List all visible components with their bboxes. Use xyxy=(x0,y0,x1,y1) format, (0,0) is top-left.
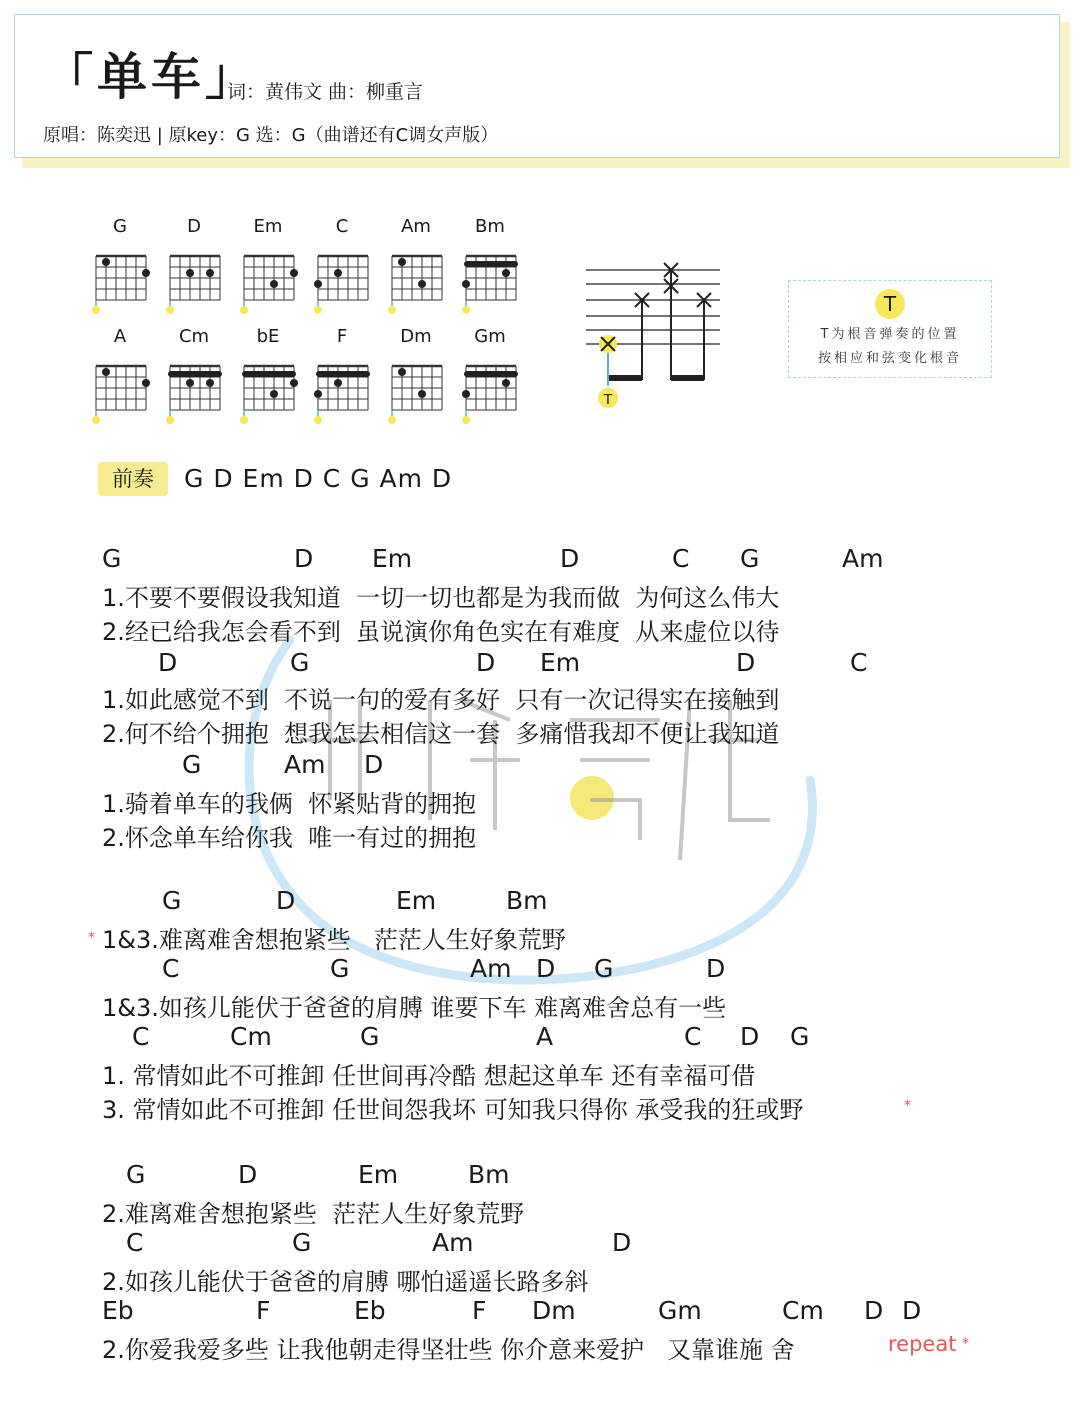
lyric-line: 2.难离难舍想抱紧些 茫茫人生好象荒野 xyxy=(102,1200,525,1228)
chord-name: A xyxy=(113,326,127,347)
chord-label: Em xyxy=(396,886,437,915)
chord-diagram-9 xyxy=(310,326,374,436)
chord-diagram-7 xyxy=(162,326,226,436)
chord-diagram-2 xyxy=(236,216,300,326)
lyric-line: 2.如孩儿能伏于爸爸的肩膊 哪怕遥遥长路多斜 xyxy=(102,1268,589,1296)
chord-name: Bm xyxy=(475,216,505,237)
chord-label: A xyxy=(536,1022,554,1051)
song-title: 「单车」 xyxy=(43,48,259,106)
chord-label: C xyxy=(850,648,868,677)
lyric-line: 1.如此感觉不到 不说一句的爱有多好 只有一次记得实在接触到 xyxy=(102,686,780,714)
lyric-line: 3. 常情如此不可推卸 任世间怨我坏 可知我只得你 承受我的狂或野 xyxy=(102,1096,804,1124)
chord-diagram-1 xyxy=(162,216,226,326)
chord-label: Gm xyxy=(658,1296,702,1325)
chord-diagram-8 xyxy=(236,326,300,436)
chord-fretboard xyxy=(166,240,226,320)
chord-label: Em xyxy=(372,544,413,573)
chord-label: G xyxy=(102,544,122,573)
chord-fretboard xyxy=(388,240,448,320)
star-mark: * xyxy=(962,1336,969,1352)
chord-label: D xyxy=(612,1228,632,1257)
chord-fretboard xyxy=(462,350,522,430)
chord-label: G xyxy=(292,1228,312,1257)
chord-label: D xyxy=(864,1296,884,1325)
chord-label: C xyxy=(126,1228,144,1257)
chord-label: Bm xyxy=(468,1160,510,1189)
chord-label: Bm xyxy=(506,886,548,915)
chord-label: C xyxy=(672,544,690,573)
intro-label: 前奏 xyxy=(98,462,168,496)
chord-diagram-3 xyxy=(310,216,374,326)
chord-name: Em xyxy=(253,216,283,237)
chord-fretboard xyxy=(314,240,374,320)
chord-diagram-4 xyxy=(384,216,448,326)
legend-line-2: 按相应和弦变化根音 xyxy=(817,351,962,366)
chord-label: G xyxy=(330,954,350,983)
lyric-line: 1&3.如孩儿能伏于爸爸的肩膊 谁要下车 难离难舍总有一些 xyxy=(102,994,727,1022)
chord-label: Eb xyxy=(102,1296,134,1325)
chord-label: G xyxy=(360,1022,380,1051)
lyric-line: 1&3.难离难舍想抱紧些 茫茫人生好象荒野 xyxy=(102,926,566,954)
chord-label: F xyxy=(256,1296,271,1325)
chord-name: G xyxy=(113,216,127,237)
lyric-line: 2.何不给个拥抱 想我怎去相信这一套 多痛惜我却不便让我知道 xyxy=(102,720,780,748)
header-card xyxy=(14,14,1060,158)
chord-label: D xyxy=(476,648,496,677)
chord-label: Cm xyxy=(230,1022,272,1051)
chord-label: D xyxy=(736,648,756,677)
chord-diagram-10 xyxy=(384,326,448,436)
strum-root-label: T xyxy=(603,391,613,408)
chord-name: bE xyxy=(256,326,280,347)
lyric-line: 1. 常情如此不可推卸 任世间再冷酷 想起这单车 还有幸福可借 xyxy=(102,1062,756,1090)
chord-label: D xyxy=(706,954,726,983)
chord-label: G xyxy=(290,648,310,677)
chord-label: F xyxy=(472,1296,487,1325)
chord-name: F xyxy=(336,326,348,347)
chord-label: D xyxy=(560,544,580,573)
chord-name: Am xyxy=(401,216,431,237)
chord-label: Am xyxy=(470,954,512,983)
chord-diagram-6 xyxy=(88,326,152,436)
chord-label: D xyxy=(158,648,178,677)
chord-label: G xyxy=(594,954,614,983)
strum-pattern-diagram xyxy=(578,258,728,418)
song-info: 原唱：陈奕迅 | 原key：G 选：G（曲谱还有C调女声版） xyxy=(43,125,499,146)
chord-label: D xyxy=(536,954,556,983)
chord-label: Am xyxy=(842,544,884,573)
chord-label: Em xyxy=(540,648,581,677)
lyric-line: 2.你爱我爱多些 让我他朝走得坚壮些 你介意来爱护 又靠谁施 舍 xyxy=(102,1336,795,1364)
chord-fretboard xyxy=(240,350,300,430)
chord-label: D xyxy=(902,1296,922,1325)
lyric-line: 2.怀念单车给你我 唯一有过的拥抱 xyxy=(102,824,477,852)
root-note-legend xyxy=(788,280,992,378)
chord-label: D xyxy=(740,1022,760,1051)
chord-fretboard xyxy=(92,240,152,320)
lyric-line: 1.不要不要假设我知道 一切一切也都是为我而做 为何这么伟大 xyxy=(102,584,780,612)
repeat-mark: repeat xyxy=(888,1332,957,1356)
chord-name: Cm xyxy=(178,326,210,347)
chord-label: Cm xyxy=(782,1296,824,1325)
root-note-symbol: T xyxy=(875,289,905,319)
chord-label: C xyxy=(684,1022,702,1051)
chord-diagram-0 xyxy=(88,216,152,326)
intro-chords: G D Em D C G Am D xyxy=(184,464,453,493)
chord-diagram-11 xyxy=(458,326,522,436)
chord-label: Eb xyxy=(354,1296,386,1325)
chord-fretboard xyxy=(166,350,226,430)
chord-label: G xyxy=(162,886,182,915)
star-mark: * xyxy=(904,1098,911,1114)
lyric-line: 2.经已给我怎会看不到 虽说演你角色实在有难度 从来虚位以待 xyxy=(102,618,780,646)
chord-label: Dm xyxy=(532,1296,576,1325)
chord-name: D xyxy=(187,216,201,237)
chord-label: D xyxy=(238,1160,258,1189)
chord-label: D xyxy=(294,544,314,573)
chord-label: G xyxy=(182,750,202,779)
chord-fretboard xyxy=(240,240,300,320)
star-mark: * xyxy=(88,930,95,946)
chord-fretboard xyxy=(314,350,374,430)
chord-label: D xyxy=(276,886,296,915)
chord-label: G xyxy=(790,1022,810,1051)
chord-label: G xyxy=(126,1160,146,1189)
chord-diagram-5 xyxy=(458,216,522,326)
chord-label: C xyxy=(132,1022,150,1051)
chord-label: Em xyxy=(358,1160,399,1189)
chord-name: Dm xyxy=(400,326,432,347)
chord-fretboard xyxy=(462,240,522,320)
legend-line-1: T为根音弹奏的位置 xyxy=(820,327,960,342)
chord-label: D xyxy=(364,750,384,779)
chord-fretboard xyxy=(388,350,448,430)
chord-label: Am xyxy=(432,1228,474,1257)
chord-fretboard xyxy=(92,350,152,430)
chord-name: C xyxy=(335,216,349,237)
chord-label: C xyxy=(162,954,180,983)
chord-name: Gm xyxy=(474,326,506,347)
chord-label: Am xyxy=(284,750,326,779)
chord-label: G xyxy=(740,544,760,573)
lyric-line: 1.骑着单车的我俩 怀紧贴背的拥抱 xyxy=(102,790,477,818)
song-credits: 词：黄伟文 曲：柳重言 xyxy=(227,81,424,103)
